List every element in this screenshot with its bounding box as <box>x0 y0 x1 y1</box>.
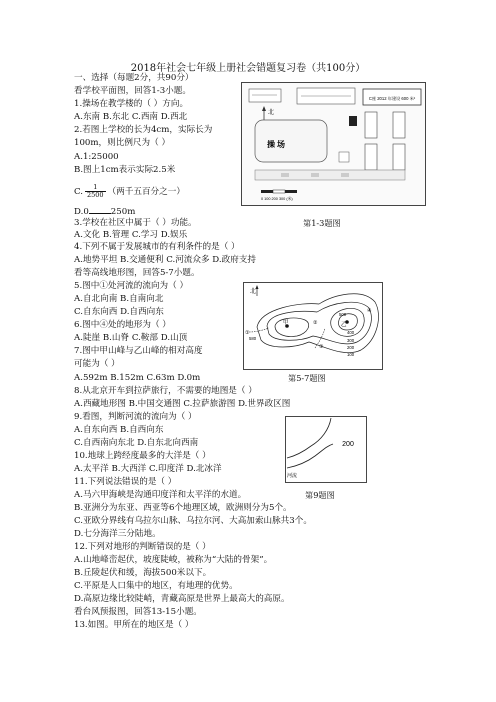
question-11-option-c: C.亚欧分界线有乌拉尔山脉、乌拉尔河、大高加索山脉共3个。 <box>74 516 312 526</box>
building-c-label: C座 2012 年建设 600 米² <box>368 96 416 101</box>
question-2-option-a: A.1:25000 <box>74 152 119 162</box>
question-8-options: A.西藏地形图 B.中国交通图 C.拉萨旅游图 D.世界政区图 <box>74 399 291 409</box>
question-5: 5.图中①处河流的流向为（ ） <box>74 281 189 291</box>
question-7-line-1: 7.图中甲山峰与乙山峰的相对高度 <box>74 346 203 356</box>
question-7-options: A.592m B.152m C.63m D.0m <box>74 373 201 383</box>
marker-2: ② <box>313 320 318 326</box>
scale-bar-underline <box>89 205 111 214</box>
peak-a-label: 甲 <box>283 320 289 326</box>
section-heading: 一、选择（每题2分，共90分） <box>74 73 194 83</box>
question-11: 11.下列说法错误的是（ ） <box>74 477 177 487</box>
school-plan-figure <box>241 82 426 206</box>
question-7-line-2: 可能为（ ） <box>74 359 120 369</box>
scale-text: 0 100 200 300 (米) <box>261 197 293 201</box>
marker-3: ③ <box>319 344 324 350</box>
river-label: 河流 <box>287 474 298 479</box>
caption-fig-9: 第9题图 <box>305 490 335 500</box>
building-block <box>365 112 377 138</box>
fraction <box>85 184 106 199</box>
intro-1-3: 看学校平面图，回答1-3小题。 <box>74 86 191 96</box>
question-2-option-b: B.图上1cm表示实际2.5米 <box>74 165 176 175</box>
label-500: 500 <box>339 312 347 317</box>
label-200: 200 <box>347 345 355 350</box>
question-9-options-cd: C.自西南向东北 D.自东北向西南 <box>74 438 199 448</box>
building-block <box>249 89 281 102</box>
question-3: 3.学校在社区中属于（ ）功能。 <box>74 218 197 228</box>
question-12-option-b: B.丘陵起伏和缓，海拔500米以下。 <box>74 568 212 578</box>
label-300: 300 <box>347 338 355 343</box>
fraction-denominator: 2500 <box>87 191 104 199</box>
question-1: 1.操场在教学楼的（ ）方向。 <box>74 99 189 109</box>
peak-b-label: 乙 <box>341 322 347 328</box>
question-4-options: A.地势平坦 B.交通便利 C.河流众多 D.政府支持 <box>74 255 256 265</box>
question-4: 4.下列不属于发展城市的有利条件的是（ ） <box>74 242 240 252</box>
question-2-option-c <box>74 184 185 199</box>
north-label: 北 <box>268 110 275 116</box>
option-c-label: C. <box>74 187 84 197</box>
river-figure <box>285 416 367 483</box>
question-11-option-a: A.马六甲海峡是沟通印度洋和太平洋的水道。 <box>74 490 247 500</box>
label-580: 580 <box>249 336 257 341</box>
option-d-text: 250m <box>110 207 136 217</box>
playground-label: 操 场 <box>267 140 285 149</box>
question-12-option-d: D.高原边缘比较陡峭，青藏高原是世界上最高大的高原。 <box>74 594 290 604</box>
marker-1: ① <box>245 330 250 336</box>
question-11-option-d: D.七分海洋三分陆地。 <box>74 529 161 539</box>
north-label: 北 <box>250 289 257 295</box>
label-400: 400 <box>347 330 355 335</box>
caption-fig-5-7: 第5-7题图 <box>288 373 326 383</box>
option-d-label: D.0 <box>74 207 89 217</box>
playground <box>255 120 327 162</box>
question-2-option-d <box>74 205 135 218</box>
question-8: 8.从北京开车到拉萨旅行，不需要的地图是（ ） <box>74 386 257 396</box>
question-6-options: A.陡崖 B.山脊 C.鞍部 D.山顶 <box>74 333 188 343</box>
question-12-option-a: A.山地峰峦起伏，坡度陡峻，被称为“大陆的骨架”。 <box>74 555 273 565</box>
question-6: 6.图中④处的地形为（ ） <box>74 320 171 330</box>
question-5-options-ab: A.自北向南 B.自南向北 <box>74 294 164 304</box>
marker-4: ④ <box>367 308 372 314</box>
question-10-options: A.太平洋 B.大西洋 C.印度洋 D.北冰洋 <box>74 464 222 474</box>
contour-value: 200 <box>342 441 354 448</box>
road <box>255 170 405 180</box>
building-block <box>393 144 405 170</box>
building-block <box>393 112 405 138</box>
question-2-line-2: 100m，则比例尺为（ ） <box>74 138 171 148</box>
option-c-text: （两千五百分之一） <box>107 187 185 197</box>
page-title: 2018年社会七年级上册社会错题复习卷（共100分） <box>130 63 366 74</box>
question-11-option-b: B.亚洲分为东亚、西亚等6个地理区域，欧洲则分为5个。 <box>74 503 292 513</box>
label-100: 100 <box>347 352 355 357</box>
question-12: 12.下列对地形的判断错误的是（ ） <box>74 542 211 552</box>
question-5-options-cd: C.自东向西 D.自西向东 <box>74 307 164 317</box>
intro-13-15: 看台风预报图，回答13-15小题。 <box>74 607 202 617</box>
question-3-options: A.文化 B.管理 C.学习 D.娱乐 <box>74 230 188 240</box>
question-9-options-ab: A.自东向西 B.自西向东 <box>74 425 164 435</box>
question-2-line-1: 2.若图上学校的长为4cm，实际长为 <box>74 125 213 135</box>
question-13: 13.如图。甲所在的地区是（ ） <box>74 620 194 630</box>
intro-5-7: 看等高线地形图，回答5-7小题。 <box>74 268 200 278</box>
main-building <box>349 116 357 126</box>
caption-fig-1-3: 第1-3题图 <box>303 218 341 228</box>
contour-map-figure <box>243 282 383 370</box>
question-1-options: A.东南 B.东北 C.西南 D.西北 <box>74 112 188 122</box>
fraction-numerator: 1 <box>85 184 106 192</box>
question-9: 9.看图，判断河流的流向为（ ） <box>74 412 197 422</box>
question-10: 10.地球上跨经度最多的大洋是（ ） <box>74 451 211 461</box>
question-12-option-c: C.平原是人口集中的地区，有地理的优势。 <box>74 581 238 591</box>
building-block <box>365 144 377 170</box>
